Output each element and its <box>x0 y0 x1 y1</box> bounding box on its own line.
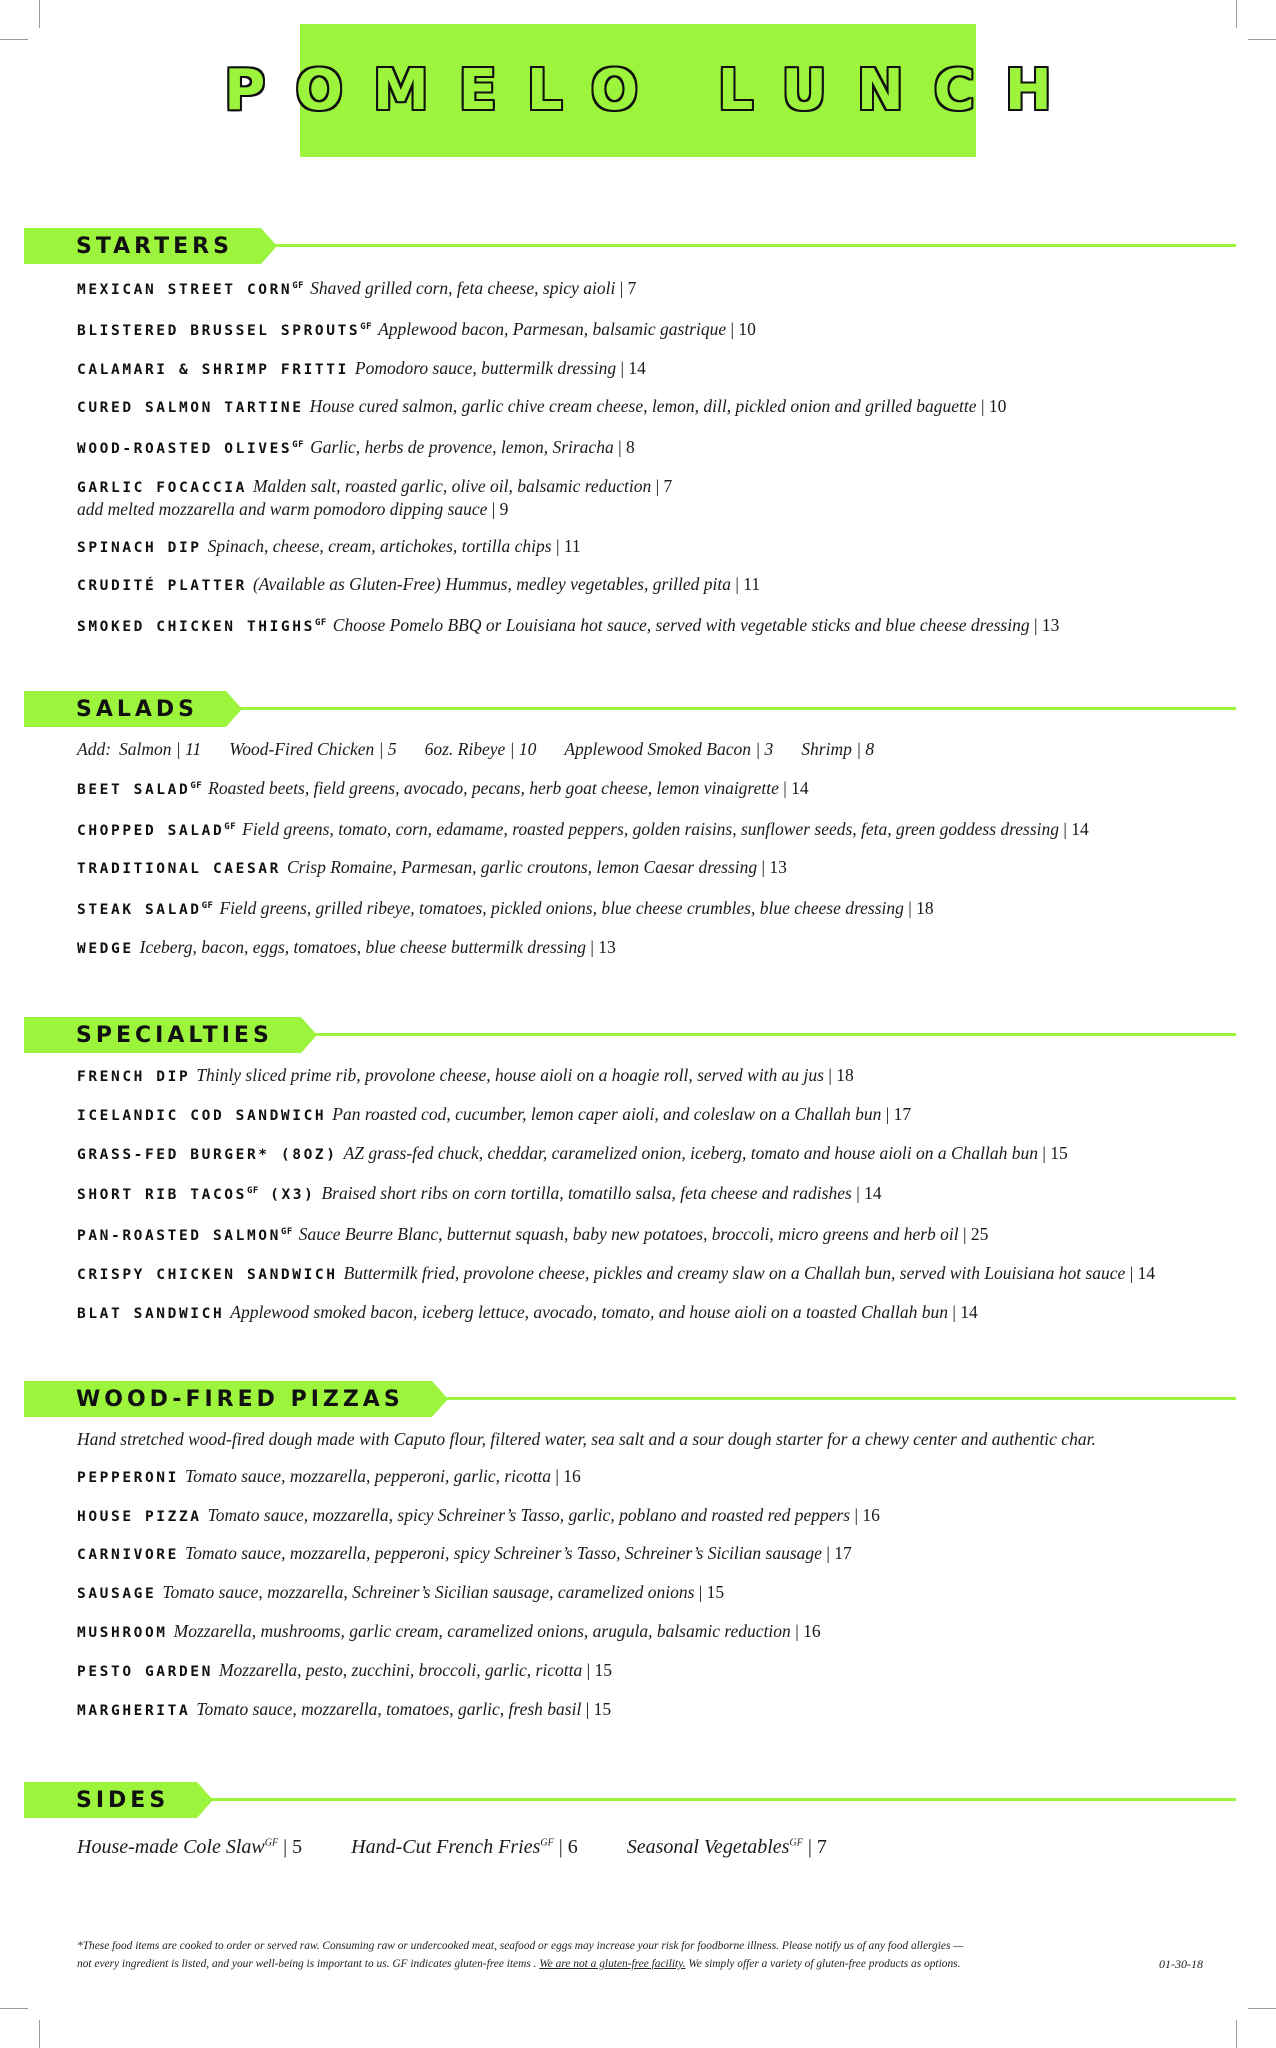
menu-item <box>77 1302 1236 1324</box>
item-price: | 15 <box>586 1659 612 1680</box>
item-description: Mozzarella, pesto, zucchini, broccoli, garlic, ricotta <box>218 1659 583 1680</box>
item-name-text: PAN-ROASTED SALMON <box>77 1228 281 1245</box>
add-on: Shrimp | 8 <box>801 739 875 759</box>
side-item <box>77 1836 302 1858</box>
item-name-text: CRISPY CHICKEN SANDWICH <box>77 1266 338 1283</box>
menu-item <box>77 536 1236 558</box>
item-name-text: MEXICAN STREET CORN <box>77 282 293 298</box>
item-description: Tomato sauce, mozzarella, tomatoes, garlic, fresh basil <box>196 1698 582 1719</box>
add-on: Salmon | 11 <box>119 739 202 759</box>
sides-list <box>77 1832 1236 1858</box>
item-name-text: PEPPERONI <box>77 1469 179 1486</box>
menu-item <box>77 396 1236 418</box>
item-price: | 10 <box>980 396 1007 417</box>
item-price: | 10 <box>730 318 756 339</box>
add-on: Applewood Smoked Bacon | 3 <box>564 739 774 759</box>
section-pizzas <box>0 1381 1276 1737</box>
item-price: | 16 <box>795 1620 821 1641</box>
menu-item <box>77 817 1236 841</box>
item-price: | 14 <box>1129 1262 1156 1283</box>
item-price: | 17 <box>826 1543 852 1564</box>
menu-item <box>77 613 1236 637</box>
item-description: Tomato sauce, mozzarella, pepperoni, spicy Schreiner’s Tasso, Schreiner’s Sicilian sausage <box>184 1543 822 1564</box>
crop-mark <box>39 2020 40 2048</box>
section-heading: WOOD-FIRED PIZZAS <box>24 1381 432 1417</box>
menu-title-banner <box>224 24 1082 157</box>
item-name <box>77 861 281 877</box>
pizza-intro: Hand stretched wood-fired dough made with Caputo flour, filtered water, sea salt and a sour dough starter for a chewy center and authentic char. <box>77 1429 1096 1449</box>
item-price: | 7 <box>655 475 673 496</box>
side-item <box>627 1836 827 1858</box>
menu-item <box>77 857 1236 879</box>
item-name <box>77 1509 202 1525</box>
crop-mark <box>1236 2020 1237 2048</box>
item-name-text: SHORT RIB TACOS <box>77 1187 247 1204</box>
item-name-suffix: (X3) <box>270 1187 316 1204</box>
item-name <box>77 1470 179 1486</box>
pizzas-list <box>77 1466 1236 1721</box>
item-name-text: ICELANDIC COD SANDWICH <box>77 1107 327 1124</box>
menu-item <box>77 776 1236 800</box>
section-specialties <box>0 1017 1276 1341</box>
menu-item <box>77 317 1236 341</box>
item-description: Mozzarella, mushrooms, garlic cream, caramelized onions, arugula, balsamic reduction <box>173 1620 791 1641</box>
item-description: Spinach, cheese, cream, artichokes, tortilla chips <box>207 535 552 556</box>
item-description: Tomato sauce, mozzarella, Schreiner’s Sicilian sausage, caramelized onions <box>162 1582 695 1603</box>
section-heading: SPECIALTIES <box>24 1017 301 1053</box>
item-name <box>77 480 247 496</box>
item-name-text: GARLIC FOCACCIA <box>77 479 247 496</box>
item-name-text: SAUSAGE <box>77 1586 157 1603</box>
menu-item <box>77 276 1236 300</box>
menu-item <box>77 358 1236 380</box>
item-price: | 16 <box>854 1504 880 1525</box>
item-price: | 11 <box>555 535 581 556</box>
item-price: | 15 <box>698 1582 725 1603</box>
item-name <box>77 282 304 298</box>
gf-tag: GF <box>224 821 237 832</box>
item-name <box>77 540 202 556</box>
section-salads <box>0 691 1276 976</box>
item-description: Field greens, grilled ribeye, tomatoes, pickled onions, blue cheese crumbles, blue cheese dressing <box>219 898 904 919</box>
item-name-text: MUSHROOM <box>77 1624 168 1641</box>
menu-item <box>77 937 1236 959</box>
salad-add-ons <box>77 739 1236 759</box>
item-description: Malden salt, roasted garlic, olive oil, balsamic reduction <box>252 475 652 496</box>
item-name-text: HOUSE PIZZA <box>77 1508 202 1525</box>
menu-item <box>77 1143 1236 1165</box>
item-price: | 14 <box>1063 818 1089 839</box>
item-name <box>77 1547 179 1563</box>
item-name <box>77 1228 293 1244</box>
menu-date-code: 01-30-18 <box>1159 1957 1203 1971</box>
item-description: Tomato sauce, mozzarella, pepperoni, garlic, ricotta <box>184 1465 551 1486</box>
menu-item <box>77 1699 1236 1721</box>
side-item <box>351 1836 578 1858</box>
item-description: House cured salmon, garlic chive cream cheese, lemon, dill, pickled onion and grilled baguette <box>309 396 977 417</box>
item-description: Tomato sauce, mozzarella, spicy Schreiner’s Tasso, garlic, poblano and roasted red peppers <box>207 1504 851 1525</box>
item-name <box>77 1069 190 1085</box>
item-name <box>77 441 304 457</box>
item-name-text: CARNIVORE <box>77 1547 179 1564</box>
add-on: 6oz. Ribeye | 10 <box>424 739 537 759</box>
menu-item <box>77 1466 1236 1488</box>
item-description: Crisp Romaine, Parmesan, garlic croutons, lemon Caesar dressing <box>286 857 758 878</box>
item-description: Garlic, herbs de provence, lemon, Sriracha <box>310 437 614 458</box>
add-on: Wood-Fired Chicken | 5 <box>229 739 397 759</box>
item-name-text: BLAT SANDWICH <box>77 1305 225 1322</box>
item-price: | 14 <box>783 777 809 798</box>
menu-item <box>77 1181 1236 1205</box>
item-name <box>77 1664 213 1680</box>
item-name-text: TRADITIONAL CAESAR <box>77 861 281 878</box>
specialties-list <box>0 1053 1276 1324</box>
item-name-text: BLISTERED BRUSSEL SPROUTS <box>77 322 361 339</box>
gf-tag: GF <box>190 780 203 791</box>
item-name-text: MARGHERITA <box>77 1702 191 1719</box>
addon-description: add melted mozzarella and warm pomodoro dipping sauce <box>77 498 488 519</box>
gf-tag: GF <box>540 1837 554 1848</box>
item-price: | 14 <box>856 1183 882 1204</box>
item-price: | 8 <box>618 437 635 458</box>
item-name-text: WEDGE <box>77 940 134 957</box>
item-name-text: WOOD-ROASTED OLIVES <box>77 441 293 458</box>
footer-line <box>77 1955 1203 1973</box>
menu-item <box>77 1621 1236 1643</box>
gluten-disclaimer: We are not a gluten-free facility. <box>539 1958 686 1970</box>
gf-tag: GF <box>201 901 214 912</box>
item-name <box>77 578 247 594</box>
item-description: Choose Pomelo BBQ or Louisiana hot sauce, served with vegetable sticks and blue cheese dressing <box>332 615 1030 636</box>
menu-item <box>77 1065 1236 1087</box>
footer-line: *These food items are cooked to order or served raw. Consuming raw or undercooked meat, seafood or eggs may increase your risk for foodborne illness. Please notify us of any food allergies — <box>77 1940 964 1952</box>
item-name-text: BEET SALAD <box>77 781 191 798</box>
gf-tag: GF <box>246 1186 259 1197</box>
side-name: Hand-Cut French Fries <box>351 1835 541 1858</box>
item-price: | 13 <box>761 857 787 878</box>
item-price: | 17 <box>885 1103 912 1124</box>
item-name <box>77 941 134 957</box>
addon-price: | 9 <box>491 498 509 519</box>
item-name <box>77 362 349 378</box>
crop-mark <box>1248 39 1276 40</box>
section-heading: STARTERS <box>24 228 261 264</box>
item-name-text: PESTO GARDEN <box>77 1663 213 1680</box>
gf-tag: GF <box>789 1837 803 1848</box>
item-price: | 13 <box>1033 615 1060 636</box>
crop-mark <box>1236 0 1237 28</box>
item-name-text: STEAK SALAD <box>77 902 202 919</box>
item-name-text: SMOKED CHICKEN THIGHS <box>77 619 315 636</box>
item-description: Pomodoro sauce, buttermilk dressing <box>354 357 617 378</box>
item-name <box>77 902 213 918</box>
side-price: | 5 <box>283 1835 303 1858</box>
item-price: | 25 <box>963 1224 989 1245</box>
side-price: | 6 <box>558 1835 578 1858</box>
item-name-text: SPINACH DIP <box>77 539 202 556</box>
section-heading: SIDES <box>24 1782 197 1818</box>
item-price: | 13 <box>590 936 616 957</box>
menu-item <box>77 1543 1236 1565</box>
item-name <box>77 1625 168 1641</box>
menu-item <box>77 1505 1236 1527</box>
gf-tag: GF <box>264 1837 279 1848</box>
item-name-text: CALAMARI & SHRIMP FRITTI <box>77 361 349 378</box>
footer-disclaimer <box>77 1937 1203 1973</box>
item-name-text: GRASS-FED BURGER* (8OZ) <box>77 1146 338 1163</box>
item-price: | 18 <box>908 898 934 919</box>
item-description: Field greens, tomato, corn, edamame, roasted peppers, golden raisins, sunflower seeds, feta, green goddess dressing <box>242 818 1060 839</box>
gf-tag: GF <box>280 1227 293 1238</box>
item-name <box>77 1586 156 1602</box>
item-price: | 7 <box>619 278 637 298</box>
item-name <box>77 619 327 635</box>
crop-mark <box>39 0 40 28</box>
item-name-text: CHOPPED SALAD <box>77 822 225 839</box>
item-price: | 14 <box>952 1301 978 1322</box>
side-price: | 7 <box>807 1835 827 1858</box>
menu-item <box>77 1222 1236 1246</box>
menu-item <box>77 435 1236 459</box>
item-name-text: FRENCH DIP <box>77 1069 191 1085</box>
starters-list <box>0 264 1276 637</box>
add-label: Add: <box>77 739 112 759</box>
item-description: (Available as Gluten-Free) Hummus, medley vegetables, grilled pita <box>252 574 731 595</box>
item-description: Iceberg, bacon, eggs, tomatoes, blue cheese buttermilk dressing <box>139 936 586 957</box>
item-name <box>77 823 236 839</box>
item-description: Pan roasted cod, cucumber, lemon caper aioli, and coleslaw on a Challah bun <box>332 1103 882 1124</box>
item-name <box>77 1108 326 1124</box>
menu-item <box>77 896 1236 920</box>
item-description: Applewood bacon, Parmesan, balsamic gastrique <box>378 318 727 339</box>
item-name <box>77 1703 190 1719</box>
item-description: Shaved grilled corn, feta cheese, spicy aioli <box>310 278 616 298</box>
item-name <box>77 1267 338 1283</box>
menu-title: POMELO LUNCH <box>224 58 1082 123</box>
item-description: Sauce Beurre Blanc, butternut squash, baby new potatoes, broccoli, micro greens and herb oil <box>298 1224 959 1245</box>
crop-mark <box>0 2008 28 2009</box>
side-name: House-made Cole Slaw <box>77 1835 265 1858</box>
item-name <box>77 323 372 339</box>
item-description: Applewood smoked bacon, iceberg lettuce, avocado, tomato, and house aioli on a toasted Challah bun <box>230 1301 949 1322</box>
menu-item <box>77 476 1236 498</box>
item-price: | 18 <box>828 1065 854 1085</box>
item-price: | 16 <box>555 1465 581 1486</box>
side-name: Seasonal Vegetables <box>626 1835 790 1858</box>
item-description: Roasted beets, field greens, avocado, pecans, herb goat cheese, lemon vinaigrette <box>208 777 779 798</box>
item-price: | 15 <box>1042 1142 1068 1163</box>
crop-mark <box>1248 2008 1276 2009</box>
item-name <box>77 782 202 798</box>
item-description: AZ grass-fed chuck, cheddar, caramelized onion, iceberg, tomato and house aioli on a Challah bun <box>343 1142 1039 1163</box>
footer-text: not every ingredient is listed, and your well-being is important to us. GF indicates gluten-free items . <box>77 1958 537 1970</box>
gf-tag: GF <box>360 321 373 332</box>
item-name <box>77 1306 224 1322</box>
menu-item <box>77 1582 1236 1604</box>
item-name <box>77 1147 338 1163</box>
gf-tag: GF <box>292 281 305 291</box>
item-price: | 14 <box>620 357 646 378</box>
menu-item <box>77 1104 1236 1126</box>
item-name-text: CRUDITÉ PLATTER <box>77 578 247 595</box>
gf-tag: GF <box>292 440 305 451</box>
menu-item-addon <box>77 499 1236 519</box>
item-name-text: CURED SALMON TARTINE <box>77 400 304 417</box>
section-heading: SALADS <box>24 691 226 727</box>
item-price: | 11 <box>735 574 761 595</box>
crop-mark <box>0 39 28 40</box>
section-sides <box>0 1782 1276 1858</box>
item-description: Thinly sliced prime rib, provolone cheese, house aioli on a hoagie roll, served with au jus <box>196 1065 824 1085</box>
menu-item <box>77 1660 1236 1682</box>
item-name <box>77 1187 315 1203</box>
salads-list <box>77 776 1236 959</box>
gf-tag: GF <box>314 618 327 629</box>
item-description: Braised short ribs on corn tortilla, tomatillo salsa, feta cheese and radishes <box>321 1183 852 1204</box>
section-starters <box>0 228 1276 654</box>
item-name <box>77 400 304 416</box>
menu-item <box>77 1263 1236 1285</box>
item-description: Buttermilk fried, provolone cheese, pickles and creamy slaw on a Challah bun, served with Louisiana hot sauce <box>343 1262 1126 1283</box>
menu-item <box>77 574 1236 596</box>
footer-text: We simply offer a variety of gluten-free products as options. <box>688 1958 961 1970</box>
item-price: | 15 <box>585 1698 612 1719</box>
